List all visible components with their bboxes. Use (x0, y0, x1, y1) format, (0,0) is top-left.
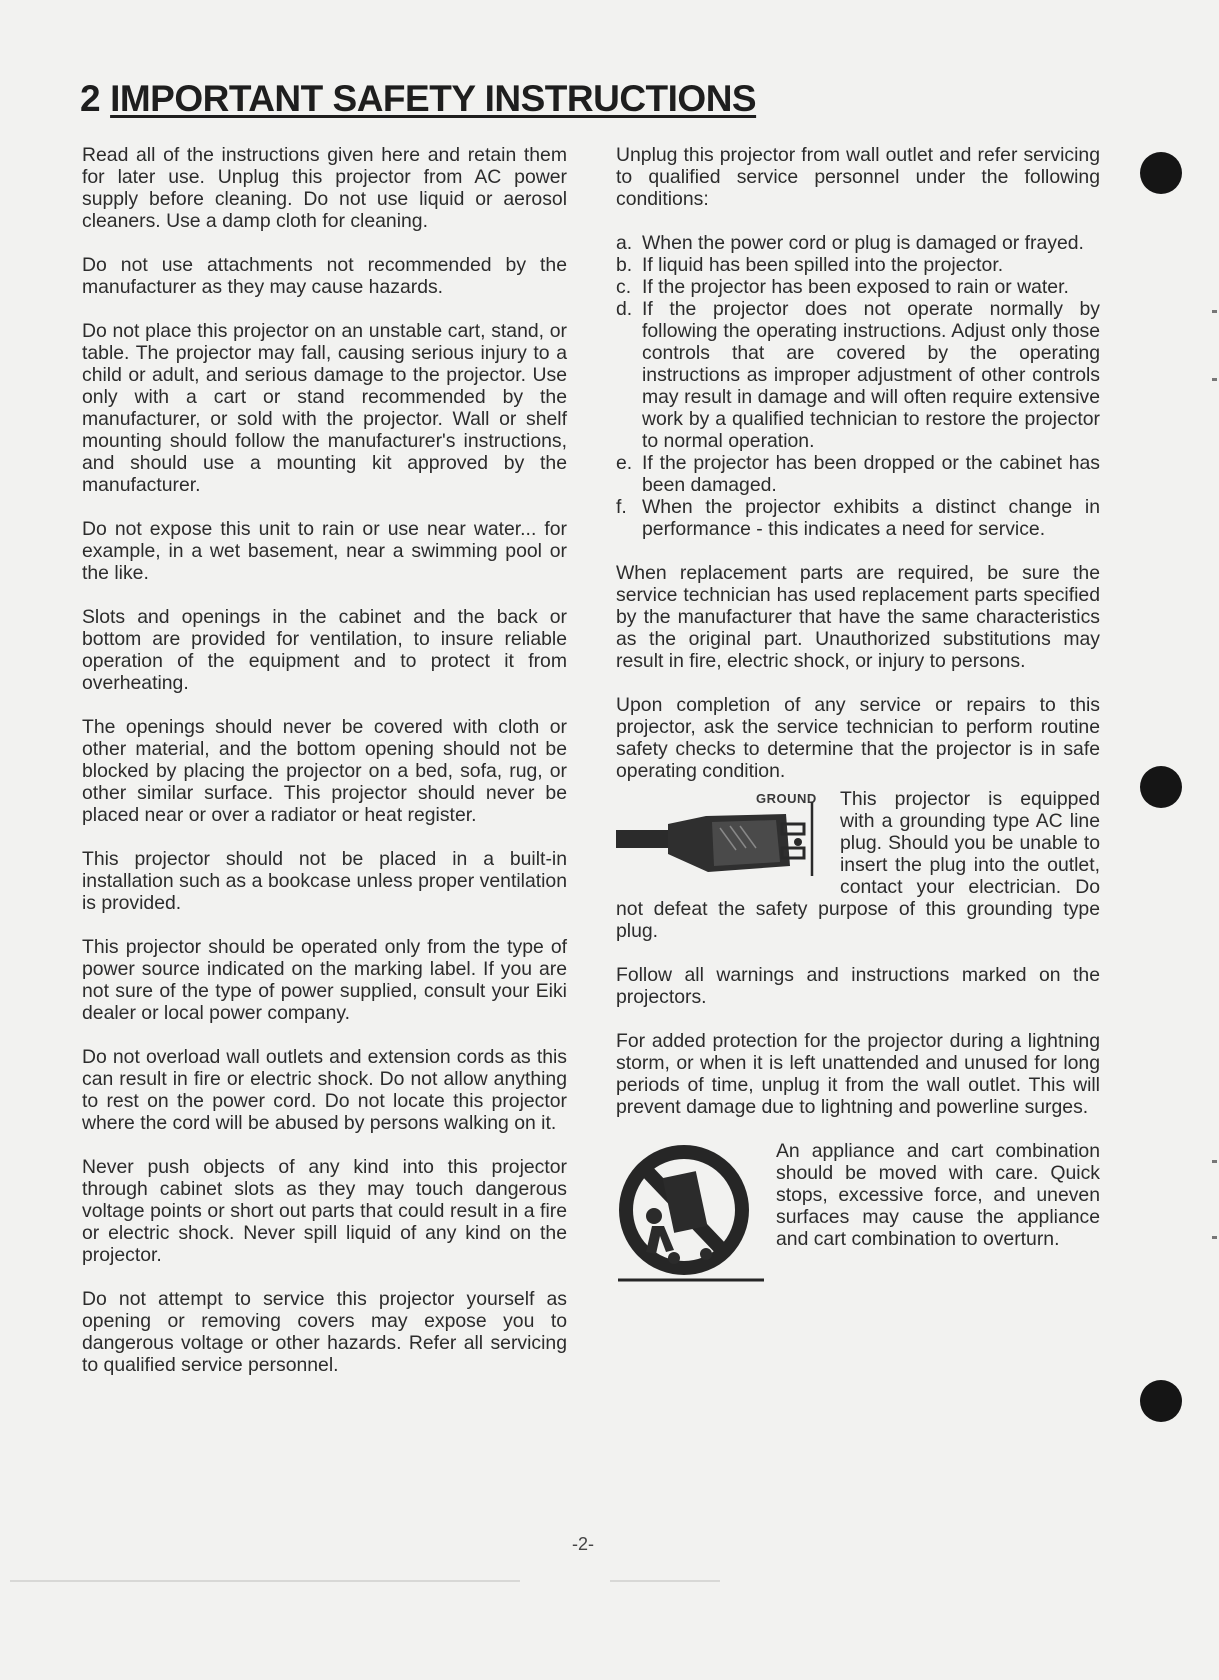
list-item-text: If the projector has been exposed to rain or water. (642, 276, 1069, 298)
paragraph-built-in: This projector should not be placed in a built-in installation such as a bookcase unless proper ventilation is provided. (82, 848, 567, 914)
ground-label: GROUND (756, 791, 817, 806)
paragraph-grounding-plug: This projector is equipped with a grounding type AC line plug. Should you be unable to insert the plug into the outlet, contact your electrician. Do not defeat the safety purpose of this grounding type plug. (616, 788, 1100, 942)
paragraph-objects: Never push objects of any kind into this projector through cabinet slots as they may touch dangerous voltage points or short out parts that could result in a fire or electric shock. Never spill liquid of any kind on the projector. (82, 1156, 567, 1266)
list-marker: b. (616, 254, 633, 276)
list-item-text: When the projector exhibits a distinct change in performance - this indicates a need for service. (642, 496, 1100, 540)
grounding-plug-section (616, 788, 1100, 942)
list-item (616, 232, 1100, 254)
section-title: IMPORTANT SAFETY INSTRUCTIONS (110, 78, 757, 119)
ac-plug-icon (616, 788, 834, 888)
conditions-list (616, 232, 1100, 540)
paragraph-read-instructions: Read all of the instructions given here and retain them for later use. Unplug this projector from AC power supply before cleaning. Do not use liquid or aerosol cleaners. Use a damp cloth for cleaning. (82, 144, 567, 232)
grounding-plug-figure (616, 788, 834, 888)
paragraph-overload: Do not overload wall outlets and extension cords as this can result in fire or electric shock. Do not allow anything to rest on the power cord. Do not locate this projector where the cord will be abused by persons walking on it. (82, 1046, 567, 1134)
cart-warning-section (616, 1140, 1100, 1288)
section-number: 2 (80, 78, 101, 119)
list-item-text: When the power cord or plug is damaged or frayed. (642, 232, 1084, 254)
list-item (616, 254, 1100, 276)
page-number: -2- (572, 1534, 594, 1554)
binder-hole (1140, 1380, 1182, 1422)
list-marker: c. (616, 276, 632, 298)
edge-mark (1212, 378, 1217, 381)
paragraph-unstable-cart: Do not place this projector on an unstable cart, stand, or table. The projector may fall, causing serious injury to a child or adult, and serious damage to the projector. Use only with a cart or stand recommended by the manufacturer, or sold with the projector. Wall or shelf mounting should follow the manufacturer's instructions, and should use a mounting kit approved by the manufacturer. (82, 320, 567, 496)
edge-mark (1212, 1160, 1217, 1163)
page-title (80, 78, 756, 120)
paragraph-safety-check: Upon completion of any service or repairs to this projector, ask the service technician to perform routine safety checks to determine that the projector is in safe operating condition. (616, 694, 1100, 782)
paragraph-attachments: Do not use attachments not recommended by the manufacturer as they may cause hazards. (82, 254, 567, 298)
list-item (616, 452, 1100, 496)
paragraph-rain-water: Do not expose this unit to rain or use near water... for example, in a wet basement, near a swimming pool or the like. (82, 518, 567, 584)
paragraph-replacement-parts: When replacement parts are required, be sure the service technician has used replacement parts specified by the manufacturer that have the same characteristics as the original part. Unauthorized substitutions may result in fire, electric shock, or injury to persons. (616, 562, 1100, 672)
paragraph-warnings: Follow all warnings and instructions marked on the projectors. (616, 964, 1100, 1008)
paragraph-ventilation-slots: Slots and openings in the cabinet and the back or bottom are provided for ventilation, to insure reliable operation of the equipment and to protect it from overheating. (82, 606, 567, 694)
binder-hole (1140, 766, 1182, 808)
bottom-divider (610, 1580, 720, 1582)
bottom-divider (10, 1580, 520, 1582)
list-item (616, 276, 1100, 298)
paragraph-unplug-conditions: Unplug this projector from wall outlet and refer servicing to qualified service personnel under the following conditions: (616, 144, 1100, 210)
list-marker: d. (616, 298, 633, 320)
cart-tip-over-warning-icon (616, 1140, 766, 1288)
paragraph-cart-warning: An appliance and cart combination should be moved with care. Quick stops, excessive force, and uneven surfaces may cause the appliance and cart combination to overturn. (776, 1140, 1100, 1250)
paragraph-lightning: For added protection for the projector during a lightning storm, or when it is left unattended and unused for long periods of time, unplug it from the wall outlet. This will prevent damage due to lightning and powerline surges. (616, 1030, 1100, 1118)
paragraph-power-source: This projector should be operated only from the type of power source indicated on the marking label. If you are not sure of the type of power supplied, consult your Eiki dealer or local power company. (82, 936, 567, 1024)
list-item-text: If the projector has been dropped or the cabinet has been damaged. (642, 452, 1100, 496)
cart-figure (616, 1140, 766, 1288)
paragraph-self-service: Do not attempt to service this projector yourself as opening or removing covers may expose you to dangerous voltage or other hazards. Refer all servicing to qualified service personnel. (82, 1288, 567, 1376)
list-marker: a. (616, 232, 633, 254)
list-marker: f. (616, 496, 627, 518)
edge-mark (1212, 1236, 1217, 1239)
list-item (616, 298, 1100, 452)
list-item (616, 496, 1100, 540)
binder-hole (1140, 152, 1182, 194)
left-column (82, 144, 567, 1398)
list-item-text: If liquid has been spilled into the projector. (642, 254, 1004, 276)
list-marker: e. (616, 452, 633, 474)
paragraph-openings-covered: The openings should never be covered with cloth or other material, and the bottom opening should not be blocked by placing the projector on a bed, sofa, rug, or other similar surface. This projector should never be placed near or over a radiator or heat register. (82, 716, 567, 826)
list-item-text: If the projector does not operate normally by following the operating instructions. Adjust only those controls that are covered by the operating instructions as improper adjustment of other controls may result in damage and will often require extensive work by a qualified technician to restore the projector to normal operation. (642, 298, 1100, 452)
edge-mark (1212, 310, 1217, 313)
right-column (616, 144, 1100, 1310)
